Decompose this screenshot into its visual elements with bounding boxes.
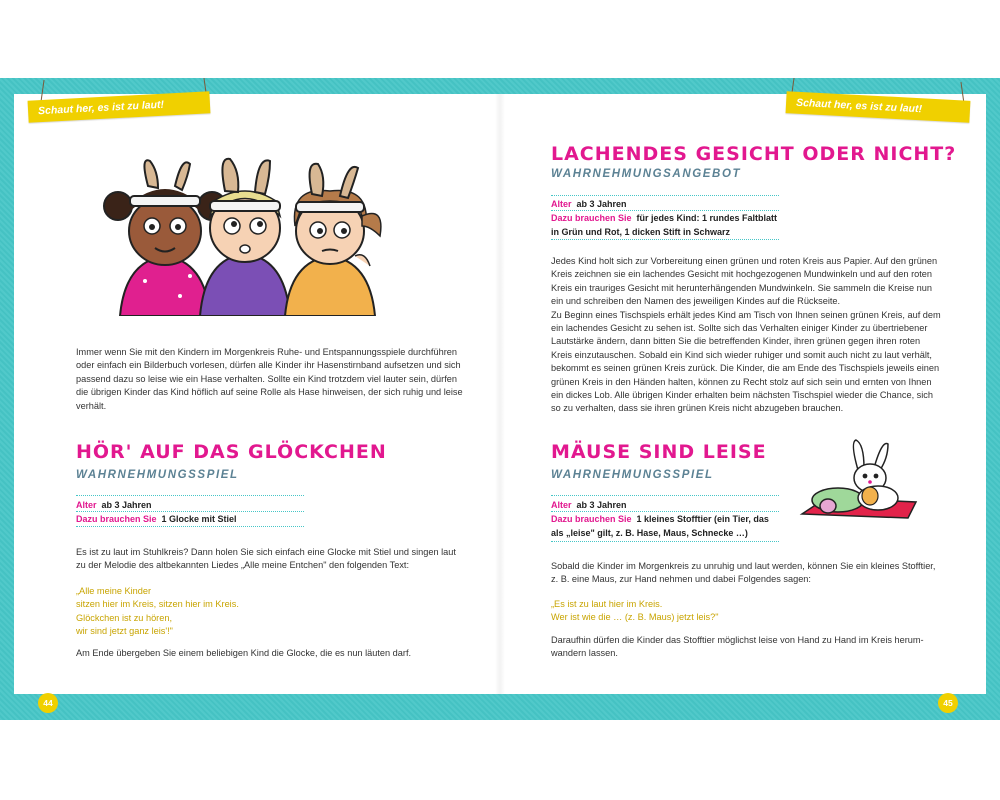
divider <box>551 541 779 542</box>
needs-info <box>551 211 777 239</box>
running-title-left: Schaut her, es ist zu laut! <box>28 91 211 122</box>
section-title: LACHENDES GESICHT ODER NICHT? <box>551 143 957 165</box>
page-gutter <box>495 94 505 694</box>
page-number-left: 44 <box>38 693 58 713</box>
needs-value: als „leise" gilt, z. B. Hase, Maus, Schnecke …) <box>551 528 748 538</box>
game-paragraph: Sobald die Kinder im Morgenkreis zu unruhig und laut werden, können Sie ein kleines Stofftier, z. B. eine Maus, zur Hand nehmen und dabei Folgendes sagen: <box>551 561 936 585</box>
running-title-right: Schaut her, es ist zu laut! <box>786 91 971 123</box>
intro-paragraph: Immer wenn Sie mit den Kindern im Morgenkreis Ruhe- und Entspannungsspiele durchführen oder einfach ein Bilderbuch vorlesen, dürfen alle Kinder ihr Hasenstirnband aufsetzen und sich passend dazu so leise wie ein Hase verhalten. Sollte ein Kind trotzdem viel lauter sein, dürfen die übrigen Kinder das Kind höflich auf seine Rolle als Hase hinweisen, der sich ruhig und leise verhält. <box>76 347 463 411</box>
section-title: HÖR' AUF DAS GLÖCKCHEN <box>76 441 387 463</box>
age-value: ab 3 Jahren <box>576 199 627 209</box>
divider <box>551 195 779 196</box>
song-lyrics: „Alle meine Kinder sitzen hier im Kreis, sitzen hier im Kreis. Glöckchen ist zu hören, wir sind jetzt ganz leis'!" <box>76 586 239 637</box>
needs-info <box>76 512 237 526</box>
section-subtitle: WAHRNEHMUNGSSPIEL <box>76 469 239 481</box>
kid-illustration <box>285 164 381 316</box>
section-subtitle: WAHRNEHMUNGSSPIEL <box>551 469 714 481</box>
age-info <box>76 498 152 512</box>
needs-info <box>551 512 769 540</box>
section-title: MÄUSE SIND LEISE <box>551 441 767 463</box>
divider <box>551 495 779 496</box>
game-paragraph: Jedes Kind holt sich zur Vorbereitung einen grünen und roten Kreis aus Papier. Auf den grünen Kreis zeichnen sie ein lachendes Gesicht mit hochgezogenen Mundwinkeln und auf den roten Kreis ein trauriges Gesicht mit herunterhängenden Mundwinkeln. Sie sammeln die Kreise nun ein und schreiben den Namen des jeweiligen Kindes auf die Rückseite. Zu Beginn eines Tischspiels erhält jedes Kind am Tisch von Ihnen seinen grünen Kreis, auf dem ein lachendes Gesicht zu sehen ist. Sollte sich das Verhalten einiger Kinder zu übertriebener Lautstärke ändern, dann bitten Sie die betreffenden Kinder, ihren grünen gegen ihren roten Kreis einzutauschen. Sobald ein Kind sich wieder ruhiger und somit auch nicht zu laut verhält, bekommt es seinen grünen Kreis zurück. Die Kinder, die am Ende des Tischspiels jeweils einen grünen Kreis in den Händen halten, können zu Recht stolz auf sich sein und ernten von Ihnen ein dickes Lob. Alle übrigen Kinder erhalten beim nächsten Tischspiel wieder die Chance, sich so zu verhalten, dass sie ihren grünen Kreis nicht abzugeben brauchen. <box>551 256 941 414</box>
needs-value: in Grün und Rot, 1 dicken Stift in Schwarz <box>551 227 731 237</box>
page-number-right: 45 <box>938 693 958 713</box>
age-info <box>551 197 627 211</box>
age-info <box>551 498 627 512</box>
game-paragraph: Daraufhin dürfen die Kinder das Stofftier möglichst leise von Hand zu Hand im Kreis herum- wandern lassen. <box>551 635 924 659</box>
section-subtitle: WAHRNEHMUNGSANGEBOT <box>551 168 742 180</box>
game-paragraph: Am Ende übergeben Sie einem beliebigen Kind die Glocke, die es nun läuten darf. <box>76 648 412 658</box>
needs-label: Dazu brauchen Sie <box>551 213 632 223</box>
age-value: ab 3 Jahren <box>101 500 152 510</box>
divider <box>76 526 304 527</box>
rhyme-lyrics: „Es ist zu laut hier im Kreis. Wer ist wie die … (z. B. Maus) jetzt leis?" <box>551 599 719 623</box>
kid-illustration <box>200 159 290 316</box>
divider <box>551 239 779 240</box>
game-paragraph: Es ist zu laut im Stuhlkreis? Dann holen Sie sich einfach eine Glocke mit Stiel und singen laut zu der Melodie des altbekannten Liedes „Alle meine Entchen" den folgenden Text: <box>76 547 456 571</box>
needs-label: Dazu brauchen Sie <box>551 514 632 524</box>
bunny-ears-kids-illustration <box>90 156 390 316</box>
age-label: Alter <box>76 500 97 510</box>
age-value: ab 3 Jahren <box>576 500 627 510</box>
age-label: Alter <box>551 500 572 510</box>
needs-value: für jedes Kind: 1 rundes Faltblatt <box>636 213 778 223</box>
bunny-on-blanket-illustration <box>798 436 922 522</box>
needs-value: 1 kleines Stofftier (ein Tier, das <box>636 514 769 524</box>
divider <box>76 495 304 496</box>
age-label: Alter <box>551 199 572 209</box>
needs-label: Dazu brauchen Sie <box>76 514 157 524</box>
needs-value: 1 Glocke mit Stiel <box>161 514 237 524</box>
